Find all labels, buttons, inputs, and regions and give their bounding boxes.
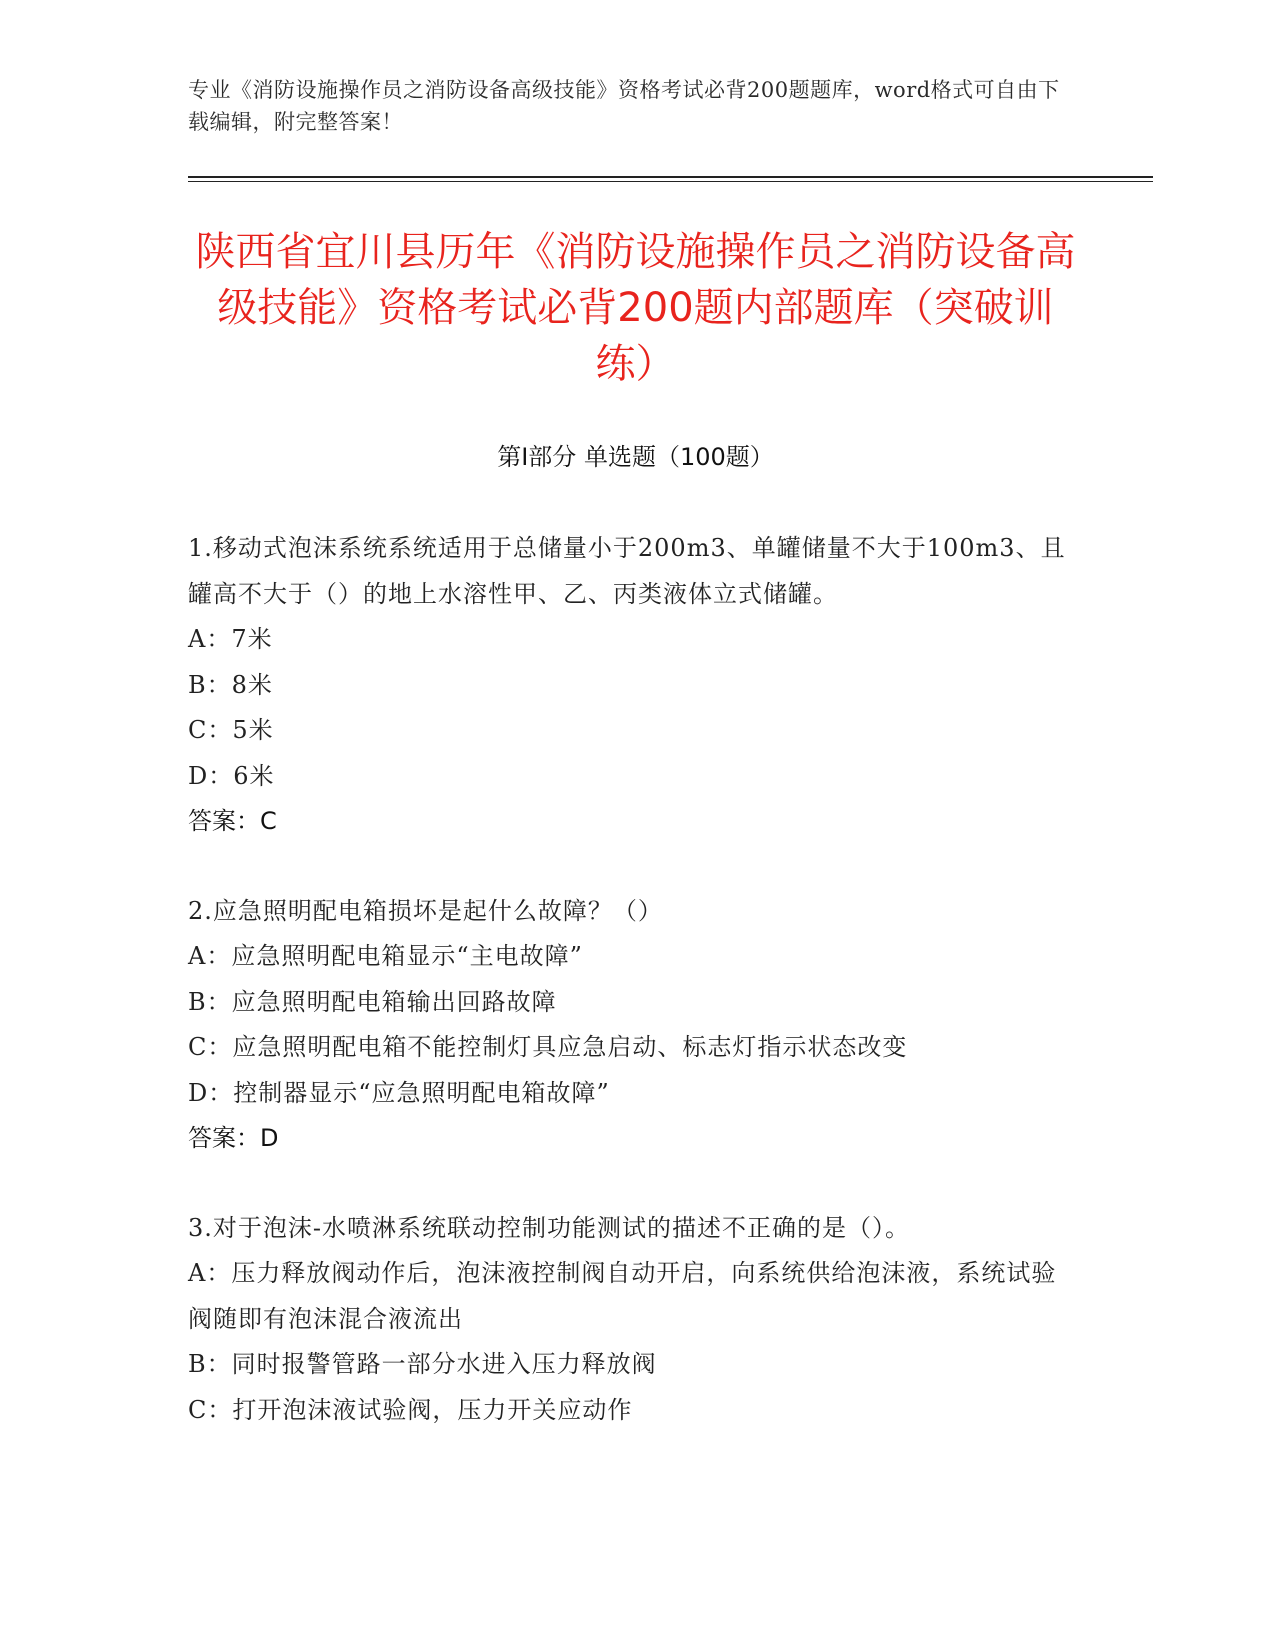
- question-list: [188, 526, 1068, 1477]
- option-d: D：6米: [188, 761, 275, 790]
- answer-line: 答案：D: [188, 1124, 279, 1152]
- question-stem: 1.移动式泡沫系统系统适用于总储量小于200m3、单罐储量不大于100m3、且罐高不大于（）的地上水溶性甲、乙、丙类液体立式储罐。: [188, 534, 1066, 608]
- question-3: [188, 1206, 1068, 1434]
- header-rule-thin: [188, 181, 1153, 182]
- option-a: A：压力释放阀动作后，泡沫液控制阀自动开启，向系统供给泡沫液，系统试验阀随即有泡沫混合液流出: [188, 1259, 1057, 1333]
- option-d: D：控制器显示“应急照明配电箱故障”: [188, 1078, 610, 1107]
- section-heading: 第Ⅰ部分 单选题（100题）: [497, 443, 774, 471]
- option-a: A：7米: [188, 625, 273, 653]
- option-b: B：8米: [188, 670, 273, 699]
- header-rule-thick: [188, 176, 1153, 178]
- option-c: C：5米: [188, 716, 274, 744]
- question-stem: 3.对于泡沫-水喷淋系统联动控制功能测试的描述不正确的是（）。: [188, 1213, 911, 1242]
- header-note: 专业《消防设施操作员之消防设备高级技能》资格考试必背200题题库，word格式可自由下载编辑，附完整答案！: [188, 78, 1060, 134]
- question-2: [188, 889, 1068, 1162]
- document-title: 陕西省宜川县历年《消防设施操作员之消防设备高级技能》资格考试必背200题内部题库（突破训练）: [195, 229, 1076, 387]
- option-b: B：同时报警管路一部分水进入压力释放阀: [188, 1350, 657, 1378]
- option-b: B：应急照明配电箱输出回路故障: [188, 987, 557, 1016]
- option-c: C：应急照明配电箱不能控制灯具应急启动、标志灯指示状态改变: [188, 1033, 908, 1061]
- answer-line: 答案：C: [188, 807, 277, 835]
- option-a: A：应急照明配电箱显示“主电故障”: [188, 942, 583, 970]
- question-stem: 2.应急照明配电箱损坏是起什么故障？（）: [188, 896, 663, 925]
- question-1: [188, 526, 1068, 845]
- option-c: C：打开泡沫液试验阀，压力开关应动作: [188, 1395, 633, 1424]
